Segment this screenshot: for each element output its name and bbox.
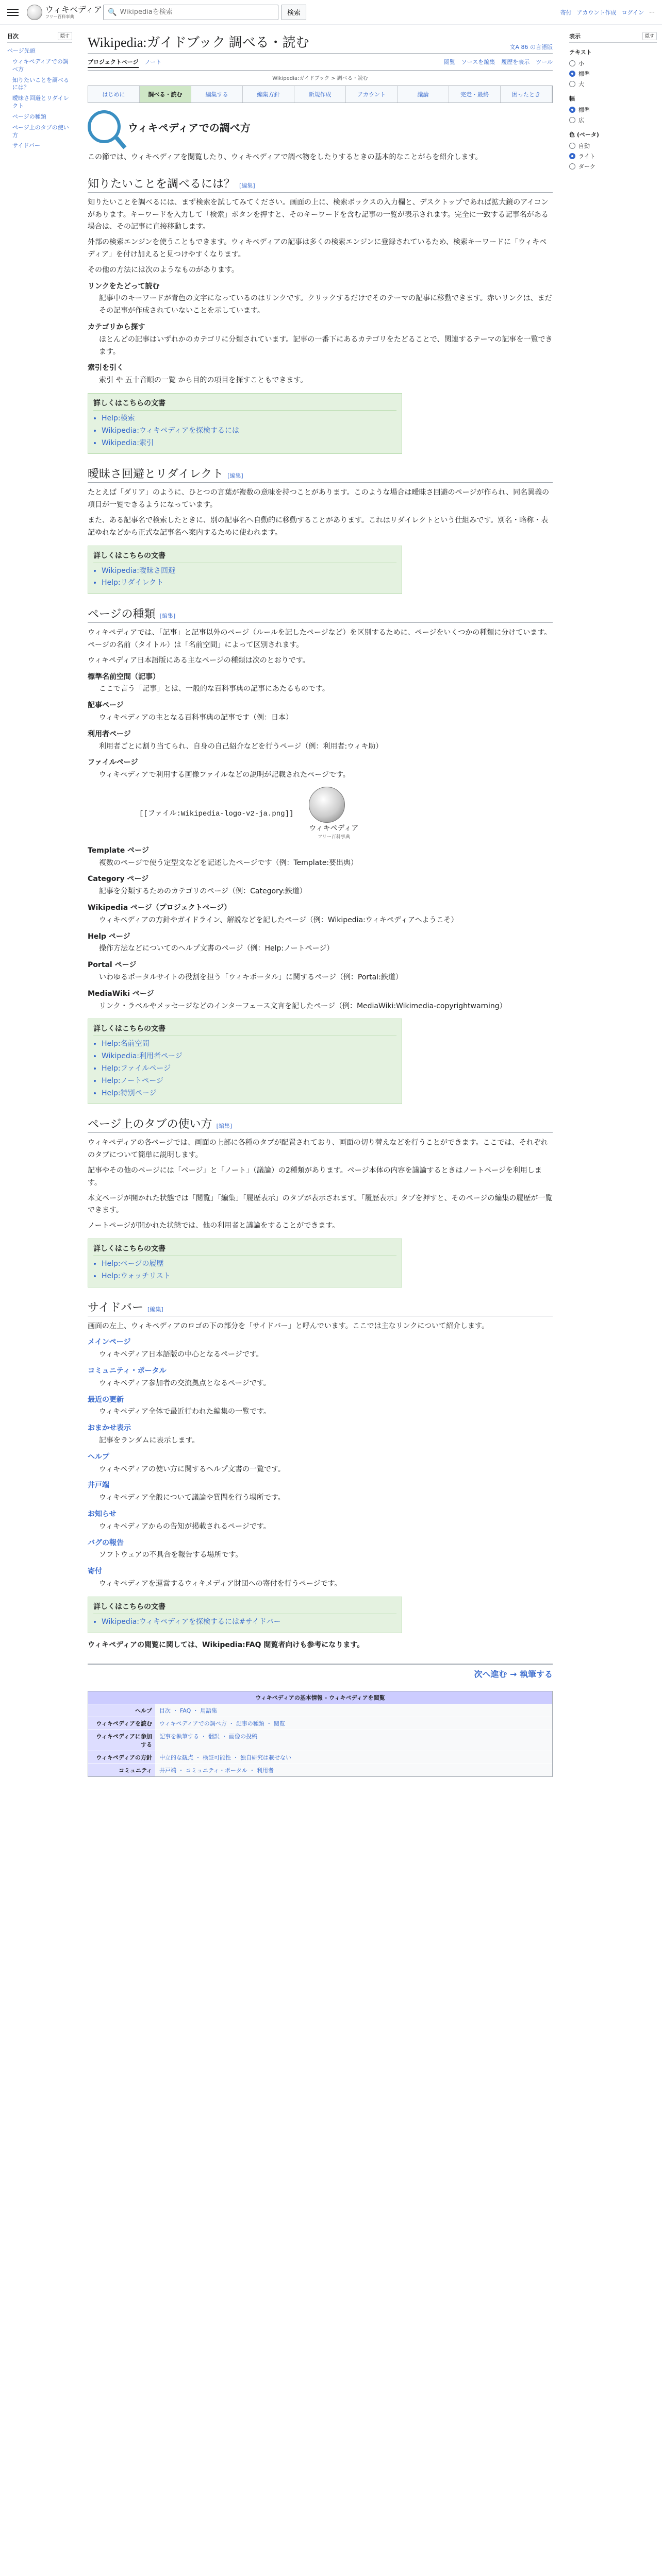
section-heading: 曖昧さ回避とリダイレクト [編集] bbox=[88, 465, 553, 483]
width-label: 幅 bbox=[569, 95, 575, 102]
paragraph: 記事やその他のページには「ページ」と「ノート」（議論）の2種類があります。ページ本体の内容を議論するときはノートページを利用します。 bbox=[88, 1166, 542, 1187]
section-edit-link[interactable]: [編集] bbox=[227, 472, 243, 480]
wikipedia-globe-icon bbox=[27, 5, 42, 20]
page-title-bar bbox=[88, 32, 553, 54]
toc-hide-button[interactable]: 隠す bbox=[58, 32, 72, 40]
radio-icon bbox=[569, 163, 575, 170]
appearance-hide-button[interactable]: 隠す bbox=[642, 32, 657, 40]
section-sidebar bbox=[88, 1299, 553, 1633]
paragraph: その他の方法には次のようなものがあります。 bbox=[88, 265, 239, 274]
color-option[interactable]: 自動 bbox=[569, 141, 657, 151]
see-also-link[interactable]: • Wikipedia:利用者ページ bbox=[102, 1050, 396, 1063]
step-link[interactable]: 編集方針 bbox=[243, 86, 294, 103]
footer-row bbox=[88, 1704, 552, 1717]
language-button[interactable]: 文A 86 の言語版 bbox=[509, 44, 553, 50]
footer-row bbox=[88, 1751, 552, 1764]
see-also-link[interactable]: • Help:検索 bbox=[102, 413, 396, 425]
def-term: Help ページ bbox=[88, 932, 130, 941]
text-size-label: テキスト bbox=[569, 49, 592, 56]
radio-icon bbox=[569, 143, 575, 149]
see-also-link[interactable]: • Help:特別ページ bbox=[102, 1088, 396, 1100]
tab-read[interactable]: 閲覧 bbox=[443, 59, 455, 65]
see-also-box bbox=[88, 546, 402, 595]
def-desc: 記事を分類するためのカテゴリのページ（例：Category:鉄道） bbox=[99, 887, 307, 896]
text-size-option[interactable]: 小 bbox=[569, 58, 657, 69]
def-term[interactable]: コミュニティ・ポータル bbox=[88, 1367, 167, 1375]
def-desc: ウィキペディアを運営するウィキメディア財団への寄付を行うページです。 bbox=[99, 1579, 342, 1588]
section-heading: 知りたいことを調べるには？ [編集] bbox=[88, 175, 553, 193]
def-desc: ソフトウェアの不具合を報告する場所です。 bbox=[99, 1551, 243, 1560]
see-also-box bbox=[88, 1597, 402, 1633]
search-button[interactable]: 検索 bbox=[282, 5, 306, 20]
footer-row bbox=[88, 1730, 552, 1751]
def-desc: ウィキペディアの使い方に関するヘルプ文書の一覧です。 bbox=[99, 1465, 285, 1473]
def-desc: ウィキペディアの方針やガイドライン、解説などを記したページ（例：Wikipedia:ウィキペディアへようこそ） bbox=[99, 916, 458, 924]
header bbox=[0, 0, 662, 25]
def-desc: 索引 や 五十音順の一覧 から目的の項目を探すこともできます。 bbox=[99, 376, 308, 385]
footer-row bbox=[88, 1764, 552, 1776]
toc-item[interactable]: ページ上のタブの使い方 bbox=[12, 124, 69, 139]
paragraph: また、ある記事名で検索したときに、別の記事名へ自動的に移動することがあります。これはリダイレクトという仕組みです。別名・略称・表記ゆれなどから正式な記事名へ案内するために使われます。 bbox=[88, 516, 549, 537]
login-link[interactable]: ログイン bbox=[621, 9, 644, 16]
definition-list bbox=[88, 671, 553, 782]
section-edit-link[interactable]: [編集] bbox=[159, 613, 176, 620]
paragraph: 本文ページが開かれた状態では「閲覧」「編集」「履歴表示」のタブが表示されます。「履歴表示」タブを押すと、そのページの編集の履歴が一覧できます。 bbox=[88, 1194, 553, 1215]
create-account-link[interactable]: アカウント作成 bbox=[576, 9, 617, 16]
def-term: ファイルページ bbox=[88, 758, 138, 767]
def-desc: ウィキペディア全般について議論や質問を行う場所です。 bbox=[99, 1494, 285, 1502]
see-also-box bbox=[88, 393, 402, 454]
def-desc: 利用者ごとに割り当てられ、自身の自己紹介などを行うページ（例：利用者:ウィキ助） bbox=[99, 742, 383, 751]
def-term[interactable]: バグの報告 bbox=[88, 1538, 124, 1547]
step-link-active[interactable]: 調べる・読む bbox=[140, 86, 191, 103]
guidebook-steps bbox=[88, 86, 553, 103]
footer-row bbox=[88, 1717, 552, 1730]
def-desc: ウィキペディア全体で最近行われた編集の一覧です。 bbox=[99, 1408, 271, 1416]
def-term[interactable]: 井戸端 bbox=[88, 1481, 109, 1490]
def-term: カテゴリから探す bbox=[88, 323, 145, 331]
logo-caption-sub: フリー百科事典 bbox=[318, 834, 350, 840]
radio-icon bbox=[569, 81, 575, 87]
def-term[interactable]: ヘルプ bbox=[88, 1452, 109, 1461]
toc-item[interactable]: ページ先頭 bbox=[7, 47, 36, 54]
def-desc: ウィキペディアの主となる百科事典の記事です（例：日本） bbox=[99, 713, 293, 722]
see-also-title: 詳しくはこちらの文書 bbox=[93, 1023, 396, 1036]
wikipedia-logo-icon bbox=[309, 787, 345, 823]
footer-row-label: ウィキペディアを読む bbox=[88, 1717, 155, 1730]
logo-title: ウィキペディア bbox=[45, 4, 102, 14]
search-input[interactable] bbox=[120, 8, 274, 16]
def-term: Wikipedia ページ（プロジェクトページ） bbox=[88, 904, 231, 912]
appearance-header bbox=[569, 32, 657, 43]
section-edit-link[interactable]: [編集] bbox=[147, 1306, 163, 1313]
appearance-sidebar bbox=[559, 25, 662, 1777]
radio-icon bbox=[569, 60, 575, 66]
step-link[interactable]: 困ったとき bbox=[501, 86, 552, 103]
paragraph: ウィキペディアでは、「記事」と記事以外のページ（ルールを記したページなど）を区別するために、ページをいくつかの種類に分けています。ページの名前（タイトル）は「名前空間」によって区別されます。 bbox=[88, 629, 552, 649]
tab-project-page[interactable]: プロジェクトページ bbox=[88, 58, 139, 68]
color-label: 色 (ベータ) bbox=[569, 131, 599, 138]
radio-selected-icon bbox=[569, 71, 575, 77]
def-term: 利用者ページ bbox=[88, 730, 131, 738]
see-also-link[interactable]: • Help:リダイレクト bbox=[102, 577, 396, 589]
toc-item[interactable]: ウィキペディアでの調べ方 bbox=[12, 58, 69, 73]
intro-title: ウィキペディアでの調べ方 bbox=[128, 121, 251, 134]
main-content bbox=[77, 25, 559, 1777]
toc-header bbox=[7, 32, 72, 43]
menu-icon[interactable] bbox=[7, 9, 19, 16]
footer-row-links[interactable]: 記事を執筆する ・ 翻訳 ・ 画像の投稿 bbox=[155, 1730, 552, 1751]
color-option[interactable]: ライト bbox=[569, 151, 657, 161]
def-term: 索引を引く bbox=[88, 364, 124, 372]
see-also-box bbox=[88, 1239, 402, 1287]
see-also-link[interactable]: • Help:ファイルページ bbox=[102, 1063, 396, 1075]
step-link[interactable]: 完走・最終 bbox=[449, 86, 501, 103]
section-heading: ページの種類 [編集] bbox=[88, 605, 553, 623]
see-also-link[interactable]: • Help:ウォッチリスト bbox=[102, 1270, 396, 1283]
tab-history[interactable]: 履歴を表示 bbox=[501, 59, 530, 65]
footer-navbox-title: ウィキペディアの基本情報 - ウィキペディアを閲覧 bbox=[88, 1691, 552, 1704]
def-term[interactable]: 最近の更新 bbox=[88, 1395, 124, 1404]
see-also-link[interactable]: • Help:ページの履歴 bbox=[102, 1258, 396, 1270]
see-also-link[interactable]: • Wikipedia:曖昧さ回避 bbox=[102, 565, 396, 578]
width-option[interactable]: 広 bbox=[569, 115, 657, 125]
footer-row-links[interactable]: 中立的な観点 ・ 検証可能性 ・ 独自研究は載せない bbox=[155, 1751, 552, 1764]
radio-icon bbox=[569, 117, 575, 123]
footer-row-label: コミュニティ bbox=[88, 1764, 155, 1776]
radio-selected-icon bbox=[569, 153, 575, 159]
radio-selected-icon bbox=[569, 107, 575, 113]
width-option[interactable]: 標準 bbox=[569, 105, 657, 115]
paragraph: 画面の左上、ウィキペディアのロゴの下の部分を「サイドバー」と呼んでいます。ここでは主なリンクについて紹介します。 bbox=[88, 1321, 489, 1330]
def-desc: ウィキペディア参加者の交流拠点となるページです。 bbox=[99, 1379, 271, 1387]
footer-row-links[interactable]: 井戸端 ・ コミュニティ・ポータル ・ 利用者 bbox=[155, 1764, 552, 1776]
step-link[interactable]: 編集する bbox=[191, 86, 243, 103]
def-desc: リンク・ラベルやメッセージなどのインターフェース文言を記したページ（例：MediaWiki:Wikimedia-copyrightwarning） bbox=[99, 1002, 507, 1010]
section-heading: サイドバー [編集] bbox=[88, 1299, 553, 1316]
def-term: Template ページ bbox=[88, 846, 149, 855]
paragraph: ノートページが開かれた状態では、他の利用者と議論をすることができます。 bbox=[88, 1222, 340, 1230]
intro-text: この節では、ウィキペディアを閲覧したり、ウィキペディアで調べ物をしたりするときの基本的なことがらを紹介します。 bbox=[88, 153, 483, 161]
section-page-types bbox=[88, 605, 553, 1104]
see-also-link[interactable]: • Help:ノートページ bbox=[102, 1075, 396, 1088]
definition-list bbox=[88, 1336, 553, 1590]
def-term[interactable]: メインページ bbox=[88, 1338, 131, 1347]
more-options-icon[interactable]: ⋯ bbox=[649, 9, 655, 15]
toc-item[interactable]: サイドバー bbox=[12, 142, 41, 149]
toc-item[interactable]: ページの種類 bbox=[12, 113, 46, 120]
definition-list bbox=[88, 845, 553, 1013]
closing-text: ウィキペディアの閲覧に関しては、Wikipedia:FAQ 閲覧者向けも参考になります。 bbox=[88, 1640, 365, 1649]
def-term: リンクをたどって読む bbox=[88, 282, 160, 291]
def-term: 記事ページ bbox=[88, 701, 124, 710]
see-also-title: 詳しくはこちらの文書 bbox=[93, 550, 396, 563]
see-also-link[interactable]: • Wikipedia:ウィキペディアを探検するには bbox=[102, 425, 396, 437]
logo-code: [[ファイル:Wikipedia-logo-v2-ja.png]] bbox=[139, 810, 294, 819]
site-logo[interactable] bbox=[27, 5, 103, 20]
step-link[interactable]: アカウント bbox=[346, 86, 398, 103]
breadcrumb: Wikipedia:ガイドブック > 調べる・読む bbox=[272, 76, 368, 81]
def-desc: ここで言う「記事」とは、一般的な百科事典の記事にあたるものです。 bbox=[99, 685, 329, 693]
section-heading: ページ上のタブの使い方 [編集] bbox=[88, 1115, 553, 1133]
step-link[interactable]: 議論 bbox=[398, 86, 449, 103]
def-term: Category ページ bbox=[88, 875, 149, 884]
next-step-button[interactable]: 次へ進む → 執筆する bbox=[474, 1669, 553, 1680]
text-size-option[interactable]: 大 bbox=[569, 79, 657, 89]
def-desc: 記事をランダムに表示します。 bbox=[99, 1436, 200, 1445]
see-also-box bbox=[88, 1019, 402, 1104]
def-desc: ほとんどの記事はいずれかのカテゴリに分類されています。記事の一番下にあるカテゴリをたどることで、関連するテーマの記事を一覧できます。 bbox=[99, 335, 553, 356]
search-box bbox=[103, 5, 278, 20]
def-term[interactable]: 寄付 bbox=[88, 1567, 102, 1576]
def-term[interactable]: お知らせ bbox=[88, 1510, 117, 1518]
text-size-option[interactable]: 標準 bbox=[569, 69, 657, 79]
paragraph: ウィキペディアの各ページでは、画面の上部に各種のタブが配置されており、画面の切り替えなどを行うことができます。ここでは、それぞれのタブについて簡単に説明します。 bbox=[88, 1139, 548, 1160]
def-term: MediaWiki ページ bbox=[88, 989, 154, 998]
step-link[interactable]: はじめに bbox=[88, 86, 140, 103]
toc-heading: 目次 bbox=[7, 33, 19, 40]
definition-list bbox=[88, 281, 553, 387]
paragraph: たとえば「ダリア」のように、ひとつの言葉が複数の意味を持つことがあります。このような場合は曖昧さ回避のページが作られ、同名異義の項目が一覧できるようになっています。 bbox=[88, 488, 550, 510]
section-edit-link[interactable]: [編集] bbox=[239, 182, 255, 189]
see-also-link[interactable]: • Wikipedia:索引 bbox=[102, 437, 396, 450]
def-desc: 操作方法などについてのヘルプ文書のページ（例：Help:ノートページ） bbox=[99, 944, 334, 953]
def-desc: ウィキペディアで利用する画像ファイルなどの説明が記載されたページです。 bbox=[99, 771, 350, 779]
toc-item[interactable]: 知りたいことを調べるには？ bbox=[12, 76, 69, 91]
logo-example bbox=[139, 787, 553, 840]
logo-subtitle: フリー百科事典 bbox=[45, 14, 74, 19]
page-tabs bbox=[88, 54, 553, 71]
def-term: Portal ページ bbox=[88, 961, 137, 970]
paragraph: 外部の検索エンジンを使うこともできます。ウィキペディアの記事は多くの検索エンジンに登録されているため、検索キーワードに「ウィキペディア」を付け加えると見つけやすくなります。 bbox=[88, 238, 547, 259]
footer-row-label: ヘルプ bbox=[88, 1704, 155, 1717]
def-desc: ウィキペディアからの告知が掲載されるページです。 bbox=[99, 1522, 271, 1531]
footer-row-links[interactable]: ウィキペディアでの調べ方 ・ 記事の種類 ・ 閲覧 bbox=[155, 1717, 552, 1730]
footer-navbox bbox=[88, 1691, 553, 1777]
tab-edit-source[interactable]: ソースを編集 bbox=[461, 59, 495, 65]
see-also-title: 詳しくはこちらの文書 bbox=[93, 398, 396, 411]
intro-block bbox=[88, 107, 553, 148]
paragraph: ウィキペディア日本語版にある主なページの種類は次のとおりです。 bbox=[88, 656, 310, 665]
search-icon: 🔍 bbox=[108, 8, 117, 16]
toc-sidebar bbox=[0, 25, 77, 1777]
donate-link[interactable]: 寄付 bbox=[560, 9, 572, 16]
next-step-bar bbox=[88, 1664, 553, 1680]
logo-text bbox=[45, 6, 102, 19]
see-also-title: 詳しくはこちらの文書 bbox=[93, 1243, 396, 1256]
section-how-to-search bbox=[88, 175, 553, 454]
footer-row-label: ウィキペディアに参加する bbox=[88, 1730, 155, 1751]
tab-tools[interactable]: ツール bbox=[536, 59, 553, 65]
section-tabs bbox=[88, 1115, 553, 1287]
def-term[interactable]: おまかせ表示 bbox=[88, 1424, 131, 1433]
def-term: 標準名前空間（記事） bbox=[88, 672, 160, 681]
color-option[interactable]: ダーク bbox=[569, 161, 657, 172]
see-also-title: 詳しくはこちらの文書 bbox=[93, 1601, 396, 1614]
section-edit-link[interactable]: [編集] bbox=[216, 1123, 233, 1130]
def-desc: ウィキペディア日本語版の中心となるページです。 bbox=[99, 1350, 263, 1359]
page-title: Wikipedia:ガイドブック 調べる・読む bbox=[88, 35, 309, 50]
magnifier-icon bbox=[88, 110, 121, 143]
toc-item[interactable]: 曖昧さ回避とリダイレクト bbox=[12, 95, 69, 110]
logo-caption: ウィキペディア bbox=[309, 824, 359, 833]
paragraph: 知りたいことを調べるには、まず検索を試してみてください。画面の上に、検索ボックスの入力欄と、デスクトップであれば拡大鏡のアイコンがあります。キーワードを入力して「検索」ボタンを押すと、そのキーワードを含む記事の一覧が表示されます。完全に一致する記事名がある場合は、その記事に直接移動します。 bbox=[88, 198, 549, 231]
tab-talk[interactable]: ノート bbox=[144, 59, 162, 65]
footer-row-links[interactable]: 目次 ・ FAQ ・ 用語集 bbox=[155, 1704, 552, 1717]
footer-row-label: ウィキペディアの方針 bbox=[88, 1751, 155, 1764]
step-link[interactable]: 新規作成 bbox=[294, 86, 346, 103]
section-disambiguation bbox=[88, 465, 553, 594]
def-desc: 記事中のキーワードが青色の文字になっているのはリンクです。クリックするだけでそのテーマの記事に移動できます。赤いリンクは、まだその記事が作成されていないことを示しています。 bbox=[99, 294, 552, 315]
personal-tools bbox=[560, 8, 655, 16]
def-desc: 複数のページで使う定型文などを記述したページです（例：Template:要出典） bbox=[99, 858, 358, 867]
see-also-link[interactable]: • Help:名前空間 bbox=[102, 1038, 396, 1050]
def-desc: いわゆるポータルサイトの役割を担う「ウィキポータル」に関するページ（例：Portal:鉄道） bbox=[99, 973, 403, 982]
logo-figure bbox=[309, 787, 358, 840]
see-also-link[interactable]: • Wikipedia:ウィキペディアを探検するには#サイドバー bbox=[102, 1616, 396, 1629]
appearance-heading: 表示 bbox=[569, 33, 581, 40]
